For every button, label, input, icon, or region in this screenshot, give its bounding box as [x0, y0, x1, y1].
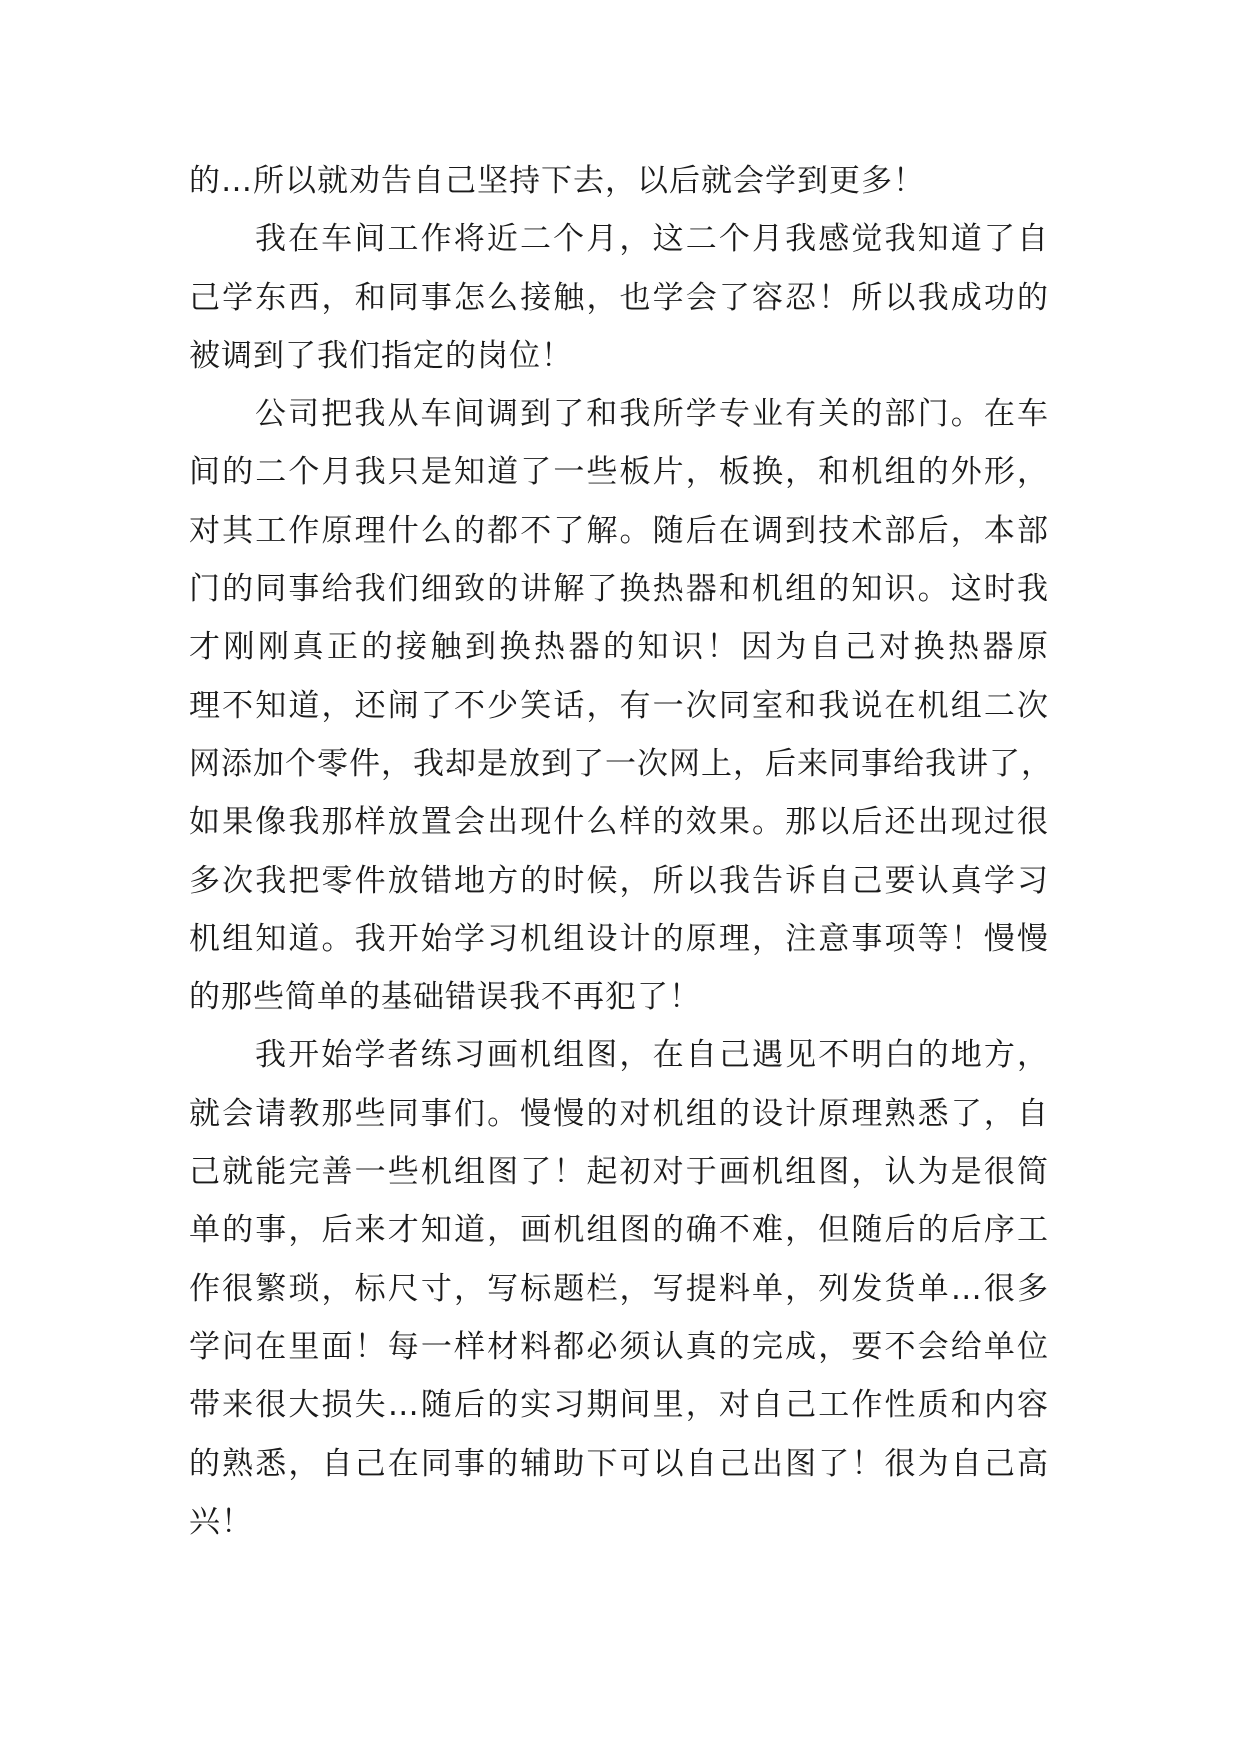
text-line: 理不知道，还闹了不少笑话，有一次同室和我说在机组二次 [189, 687, 1049, 724]
text-line: 机组知道。我开始学习机组设计的原理，注意事项等！慢慢 [189, 920, 1049, 957]
text-line: 作很繁琐，标尺寸，写标题栏，写提料单，列发货单…很多 [189, 1270, 1049, 1307]
text-line: 对其工作原理什么的都不了解。随后在调到技术部后，本部 [189, 512, 1049, 549]
text-line: 学问在里面！每一样材料都必须认真的完成，要不会给单位 [189, 1328, 1049, 1365]
body-text [189, 152, 1053, 1551]
text-line: 兴！ [189, 1503, 253, 1540]
text-line: 己就能完善一些机组图了！起初对于画机组图，认为是很简 [189, 1154, 1049, 1191]
text-line: 的熟悉，自己在同事的辅助下可以自己出图了！很为自己高 [189, 1445, 1049, 1482]
text-line: 的…所以就劝告自己坚持下去，以后就会学到更多！ [189, 163, 925, 199]
text-line: 多次我把零件放错地方的时候，所以我告诉自己要认真学习 [189, 862, 1049, 899]
text-line: 我开始学者练习画机组图，在自己遇见不明白的地方， [255, 1037, 1049, 1074]
text-line: 带来很大损失…随后的实习期间里，对自己工作性质和内容 [189, 1387, 1049, 1424]
text-line: 被调到了我们指定的岗位！ [189, 337, 573, 374]
text-line: 如果像我那样放置会出现什么样的效果。那以后还出现过很 [189, 804, 1049, 841]
text-line: 单的事，后来才知道，画机组图的确不难，但随后的后序工 [189, 1212, 1049, 1249]
text-line: 间的二个月我只是知道了一些板片，板换，和机组的外形， [189, 454, 1049, 491]
text-line: 网添加个零件，我却是放到了一次网上，后来同事给我讲了， [189, 745, 1053, 782]
text-line: 己学东西，和同事怎么接触，也学会了容忍！所以我成功的 [189, 279, 1049, 316]
text-line: 的那些简单的基础错误我不再犯了！ [189, 979, 701, 1016]
text-line: 门的同事给我们细致的讲解了换热器和机组的知识。这时我 [189, 571, 1049, 608]
text-line: 公司把我从车间调到了和我所学专业有关的部门。在车 [255, 396, 1049, 433]
text-line: 就会请教那些同事们。慢慢的对机组的设计原理熟悉了，自 [189, 1095, 1049, 1132]
text-line: 才刚刚真正的接触到换热器的知识！因为自己对换热器原 [189, 629, 1049, 666]
text-line: 我在车间工作将近二个月，这二个月我感觉我知道了自 [255, 221, 1049, 258]
